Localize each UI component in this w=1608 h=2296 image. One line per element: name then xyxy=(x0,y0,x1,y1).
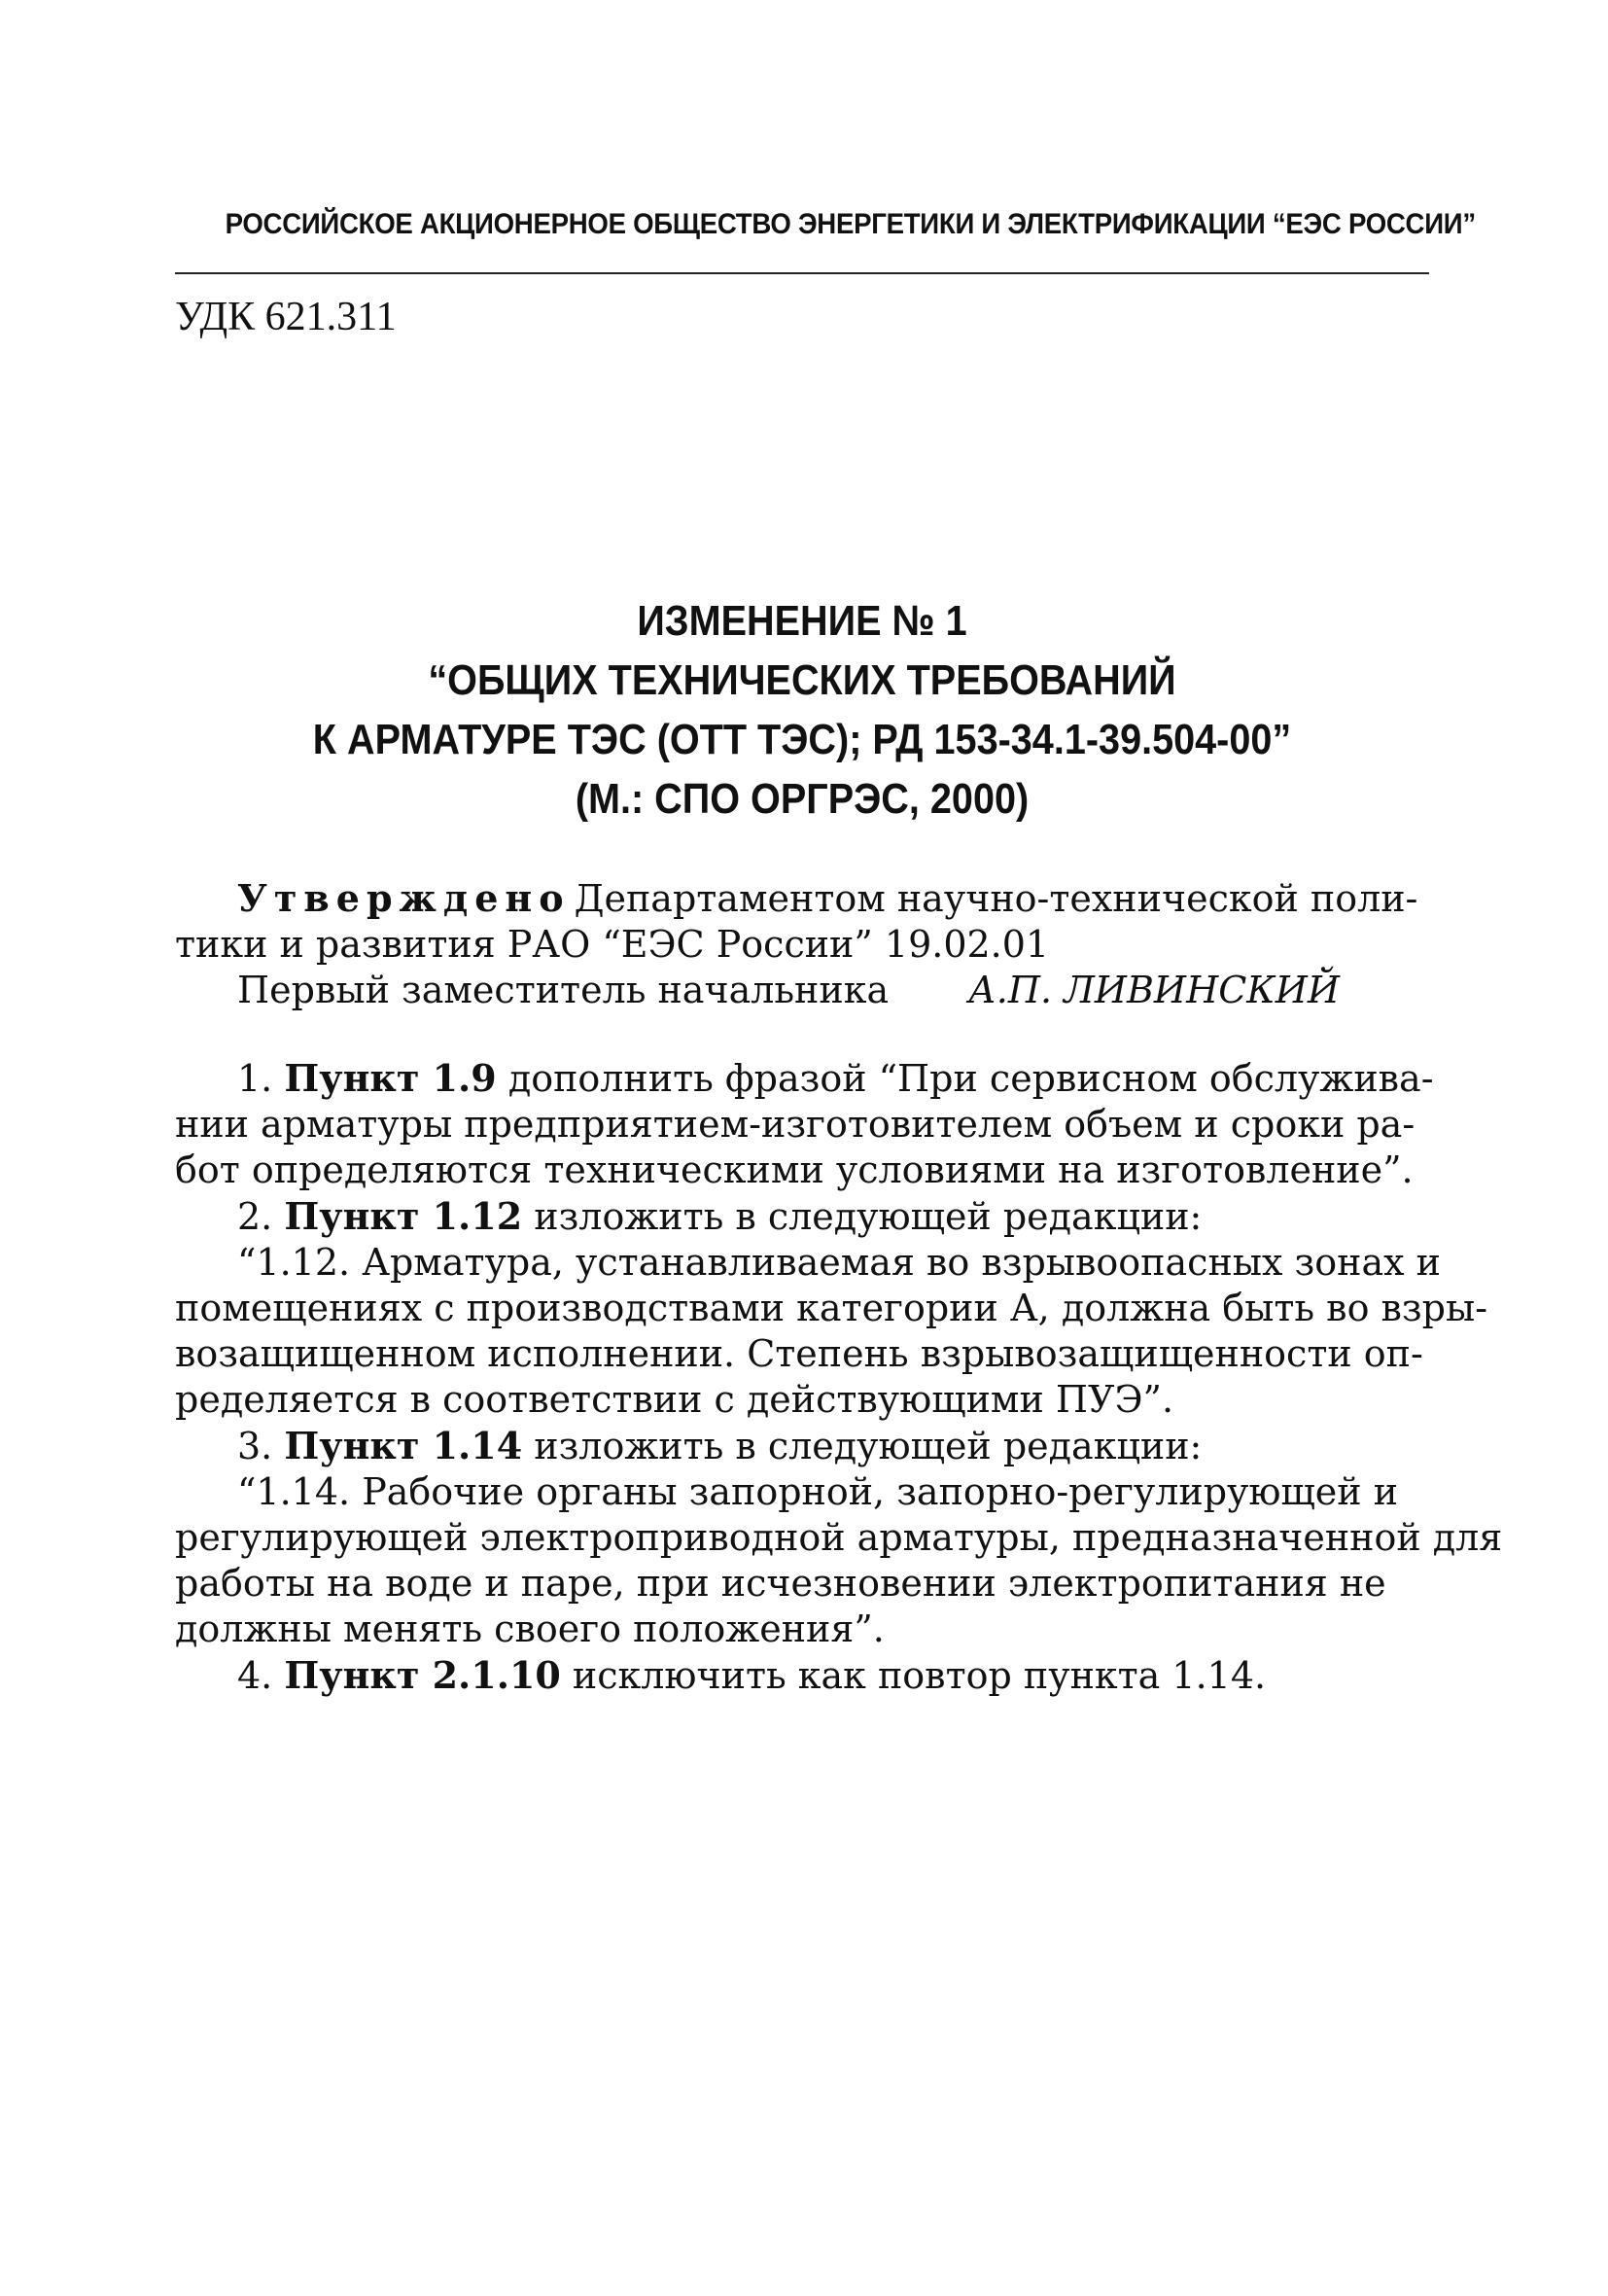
organization-header: РОССИЙСКОЕ АКЦИОНЕРНОЕ ОБЩЕСТВО ЭНЕРГЕТИКИ И ЭЛЕКТРИФИКАЦИИ “ЕЭС РОССИИ” xyxy=(225,208,1476,240)
title-line-2: “ОБЩИХ ТЕХНИЧЕСКИХ ТРЕБОВАНИЙ xyxy=(428,656,1176,704)
quote-line: “1.12. Арматура, устанавливаемая во взрывоопасных зонах и xyxy=(237,1241,1441,1284)
amendment-items xyxy=(175,1055,1503,1699)
approval-line-2: тики и развития РАО “ЕЭС России” 19.02.01 xyxy=(175,923,1050,966)
item-text: дополнить фразой “При сервисном обслужива- xyxy=(507,1057,1434,1100)
amendment-item-2 xyxy=(175,1193,1488,1423)
approval-block xyxy=(175,875,1429,1013)
amendment-item-3 xyxy=(175,1423,1503,1652)
item-reference: Пункт 1.14 xyxy=(284,1424,523,1467)
header-divider xyxy=(175,272,1429,274)
quote-line: ределяется в соответствии с действующими ПУЭ”. xyxy=(175,1378,1174,1421)
item-reference: Пункт 2.1.10 xyxy=(284,1653,561,1697)
item-text-line: нии арматуры предприятием-изготовителем объем и сроки ра- xyxy=(175,1103,1416,1146)
document-title xyxy=(175,591,1429,829)
item-text: исключить как повтор пункта 1.14. xyxy=(572,1654,1267,1697)
item-number: 3. xyxy=(237,1425,273,1467)
title-line-1: ИЗМЕНЕНИЕ № 1 xyxy=(637,597,967,645)
title-line-3: К АРМАТУРЕ ТЭС (ОТТ ТЭС); РД 153-34.1-39.504-00” xyxy=(312,716,1292,763)
quote-line: возащищенном исполнении. Степень взрывозащищенности оп- xyxy=(175,1332,1423,1375)
approval-line-1 xyxy=(175,875,1429,922)
quote-line: должны менять своего положения”. xyxy=(175,1607,885,1650)
item-number: 2. xyxy=(237,1195,273,1238)
quote-line: помещениях с производствами категории А, должна быть во взры- xyxy=(175,1287,1488,1329)
amendment-item-1 xyxy=(175,1055,1434,1193)
item-text-line: бот определяются техническими условиями на изготовление”. xyxy=(175,1148,1414,1191)
item-reference: Пункт 1.12 xyxy=(284,1194,523,1238)
item-number: 4. xyxy=(237,1654,273,1697)
item-reference: Пункт 1.9 xyxy=(284,1056,497,1100)
item-text: изложить в следующей редакции: xyxy=(534,1425,1203,1467)
udk-code: УДК 621.311 xyxy=(175,295,397,339)
approval-text-1: Департаментом научно-технической поли- xyxy=(574,877,1418,920)
quote-line: работы на воде и паре, при исчезновении электропитания не xyxy=(175,1562,1386,1605)
item-number: 1. xyxy=(237,1057,273,1100)
quote-line: “1.14. Рабочие органы запорной, запорно-регулирующей и xyxy=(237,1470,1399,1513)
item-text: изложить в следующей редакции: xyxy=(534,1195,1203,1238)
title-line-4: (М.: СПО ОРГРЭС, 2000) xyxy=(575,775,1030,823)
signer-position: Первый заместитель начальника xyxy=(237,969,890,1011)
quote-line: регулирующей электроприводной арматуры, предназначенной для xyxy=(175,1516,1503,1559)
signer-name: А.П. ЛИВИНСКИЙ xyxy=(968,969,1340,1011)
signer-row xyxy=(175,968,1429,1013)
amendment-item-4 xyxy=(175,1652,1429,1699)
approval-label: Утверждено xyxy=(237,876,571,920)
